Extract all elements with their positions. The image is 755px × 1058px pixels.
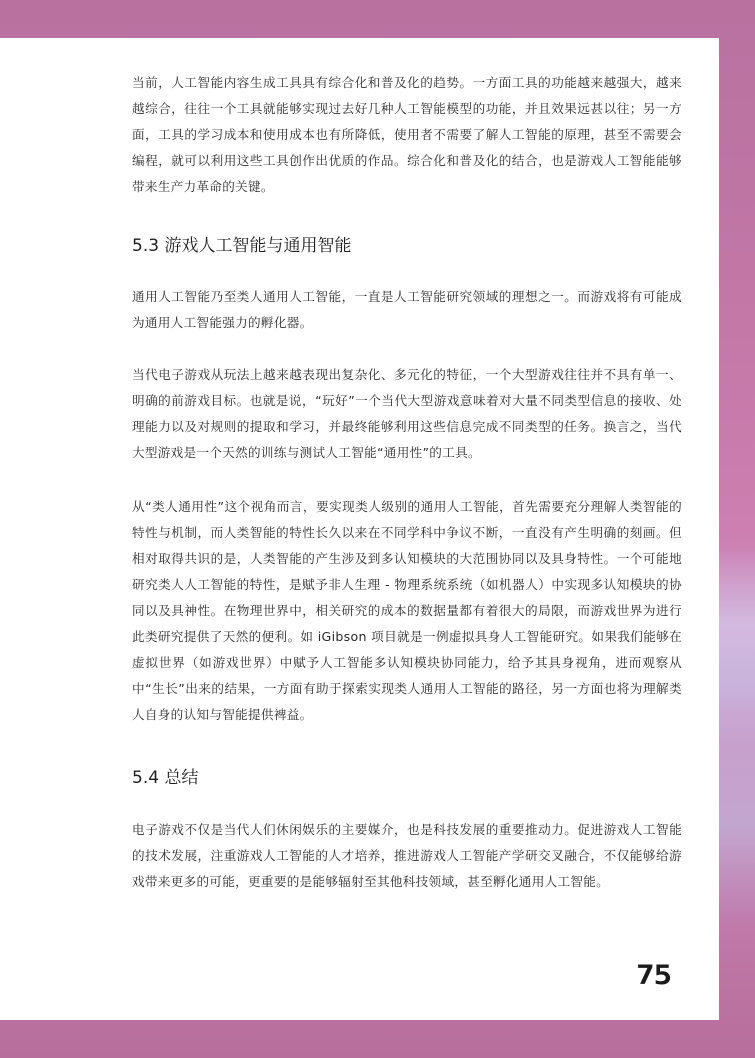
- paragraph-humanlike-general-intelligence: 从“类人通用性”这个视角而言，要实现类人级别的通用人工智能，首先需要充分理解人类智能的特性与机制，而人类智能的特性长久以来在不同学科中争议不断，一直没有产生明确的刻画。但相对取得共识的是，人类智能的产生涉及到多认知模块的大范围协同以及具身特性。一个可能地研究类人人工智能的特性，是赋予非人生理 - 物理系统系统（如机器人）中实现多认知模块的协同以及具神性。在物理世界中，相关研究的成本的数据量都有着很大的局限，而游戏世界为进行此类研究提供了天然的便利。如 iGibson 项目就是一例虚拟具身人工智能研究。如果我们能够在虚拟世界（如游戏世界）中赋予人工智能多认知模块协同能力，给予其具身视角，进而观察从中“生长”出来的结果，一方面有助于探索实现类人通用人工智能的路径，另一方面也将为理解类人自身的认知与智能提供裨益。: [132, 499, 682, 722]
- paragraph-summary: 电子游戏不仅是当代人们休闲娱乐的主要媒介，也是科技发展的重要推动力。促进游戏人工智能的技术发展，注重游戏人工智能的人才培养，推进游戏人工智能产学研交叉融合，不仅能够给游戏带来更多的可能，更重要的是能够辐射至其他科技领域，甚至孵化通用人工智能。: [132, 822, 682, 889]
- paragraph-ai-tools-trend: 当前，人工智能内容生成工具具有综合化和普及化的趋势。一方面工具的功能越来越强大，越来越综合，往往一个工具就能够实现过去好几种人工智能模型的功能，并且效果远甚以往；另一方面，工具的学习成本和使用成本也有所降低，使用者不需要了解人工智能的原理，甚至不需要会编程，就可以利用这些工具创作出优质的作品。综合化和普及化的结合，也是游戏人工智能能够带来生产力革命的关键。: [132, 75, 682, 194]
- document-page: [0, 38, 719, 1020]
- paragraph-modern-games-generality: 当代电子游戏从玩法上越来越表现出复杂化、多元化的特征，一个大型游戏往往并不具有单一、明确的前游戏目标。也就是说，“玩好”一个当代大型游戏意味着对大量不同类型信息的接收、处理能力以及对规则的提取和学习，并最终能够利用这些信息完成不同类型的任务。换言之，当代大型游戏是一个天然的训练与测试人工智能“通用性”的工具。: [132, 367, 682, 460]
- section-heading-5-3: 5.3 游戏人工智能与通用智能: [132, 236, 352, 256]
- paragraph-general-ai-ideal: 通用人工智能乃至类人通用人工智能，一直是人工智能研究领域的理想之一。而游戏将有可能成为通用人工智能强力的孵化器。: [132, 289, 682, 330]
- page-number: 75: [636, 960, 672, 991]
- section-heading-5-4: 5.4 总结: [132, 768, 199, 788]
